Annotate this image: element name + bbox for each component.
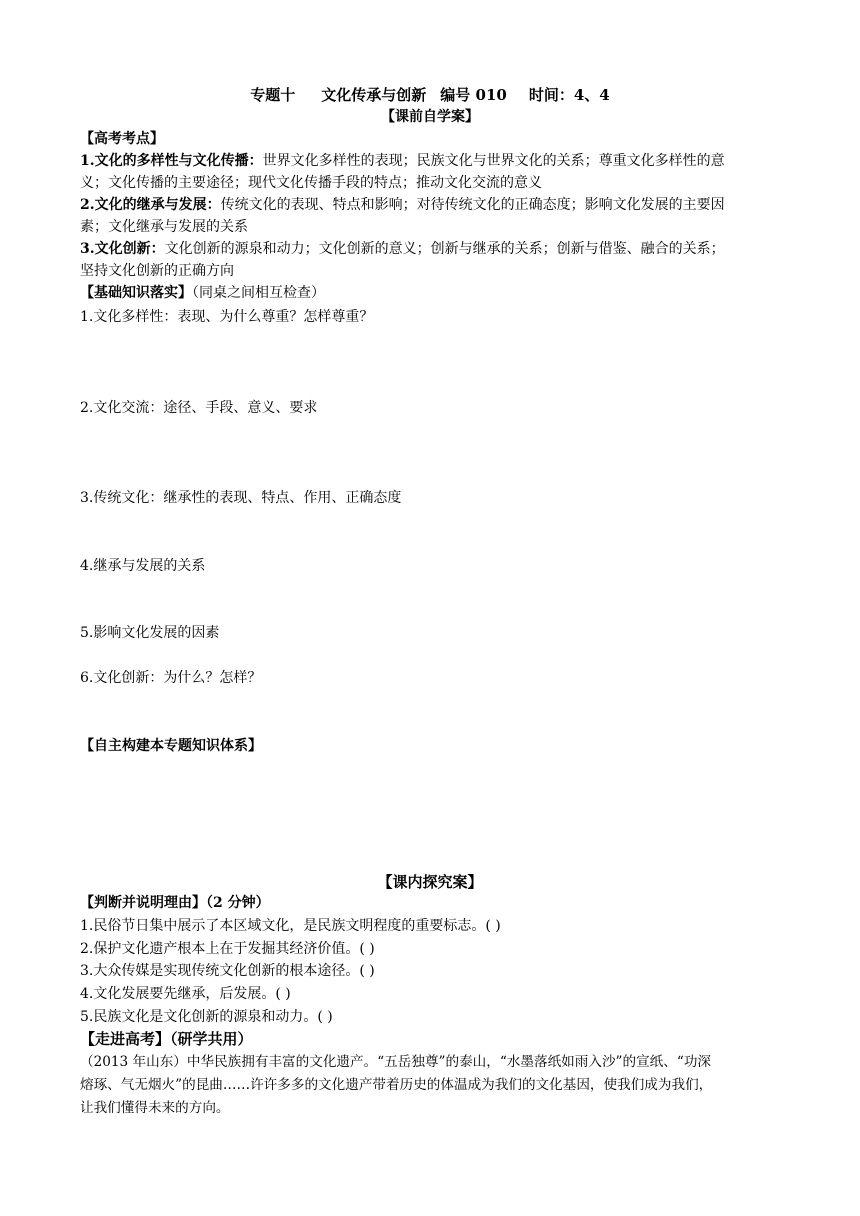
judge-item-2: 2.保护文化遗产根本上在于发掘其经济价值。( ) [80,941,375,957]
exam-text-line-3: 让我们懂得未来的方向。 [80,1100,230,1116]
gaokao-point-1-cont: 义；文化传播的主要途径；现代文化传播手段的特点；推动文化交流的意义 [80,175,542,191]
basics-question-6: 6.文化创新：为什么？怎样？ [80,670,262,686]
basics-note: （同桌之间相互检查） [192,285,325,301]
exam-heading-line [80,1028,785,1050]
gaokao-point-3-text: 文化创新的源泉和动力；文化创新的意义；创新与继承的关系；创新与借鉴、融合的关系； [164,241,725,257]
judge-item-1: 1.民俗节日集中展示了本区域文化，是民族文明程度的重要标志。( ) [80,918,501,934]
gaokao-point-3 [80,238,785,260]
build-heading: 【自主构建本专题知识体系】 [80,738,262,754]
judge-heading-line [80,892,785,914]
doc-time: 时间：4、4 [528,86,610,104]
basics-question-4: 4.继承与发展的关系 [80,558,206,574]
gaokao-point-2 [80,194,785,216]
judge-time: （2 分钟） [206,895,270,911]
basics-heading-line [80,282,785,304]
gaokao-point-1 [80,150,785,172]
basics-question-1: 1.文化多样性：表现、为什么尊重？怎样尊重？ [80,309,374,325]
gaokao-point-2-text: 传统文化的表现、特点和影响；对待传统文化的正确态度；影响文化发展的主要因 [220,197,725,213]
gaokao-point-3-cont: 坚持文化创新的正确方向 [80,263,234,279]
section-inclass: 【课内探究案】 [377,873,483,891]
judge-item-3: 3.大众传媒是实现传统文化创新的根本途径。( ) [80,963,375,979]
gaokao-point-2-head: 2.文化的继承与发展： [80,197,221,213]
judge-item-4: 4.文化发展要先继承，后发展。( ) [80,986,291,1002]
exam-text-line-2: 熔琢、气无烟火”的昆曲……许许多多的文化遗产带着历史的体温成为我们的文化基因，使我们成为我们， [80,1077,713,1093]
gaokao-point-1-head: 1.文化的多样性与文化传播： [80,153,263,169]
gaokao-point-3-head: 3.文化创新： [80,241,165,257]
exam-note: （研学共用） [170,1030,253,1048]
basics-heading: 【基础知识落实】 [80,285,192,301]
gaokao-point-1-text: 世界文化多样性的表现；民族文化与世界文化的关系；尊重文化多样性的意 [262,153,725,169]
page-title [0,84,860,105]
judge-item-5: 5.民族文化是文化创新的源泉和动力。( ) [80,1009,333,1025]
topic-title: 文化传承与创新 [321,86,427,104]
exam-heading: 【走进高考】 [80,1030,171,1048]
section-preclass: 【课前自学案】 [381,109,479,125]
judge-heading: 【判断并说明理由】 [80,895,206,911]
exam-text-line-1: （2013 年山东）中华民族拥有丰富的文化遗产。“五岳独尊”的泰山，“水墨落纸如雨入沙”的宣纸、“功深 [80,1054,712,1070]
doc-code: 编号 010 [440,86,507,104]
gaokao-point-2-cont: 素；文化继承与发展的关系 [80,219,248,235]
topic-number: 专题十 [250,86,296,104]
gaokao-heading: 【高考考点】 [80,131,164,147]
basics-question-2: 2.文化交流：途径、手段、意义、要求 [80,400,318,416]
basics-question-5: 5.影响文化发展的因素 [80,625,220,641]
basics-question-3: 3.传统文化：继承性的表现、特点、作用、正确态度 [80,490,402,506]
